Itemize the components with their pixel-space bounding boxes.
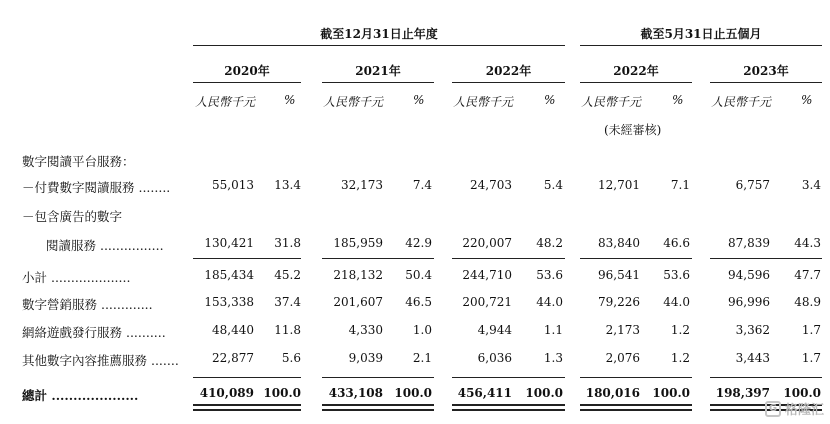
- total-cell: 456,411: [457, 386, 512, 400]
- value-cell: 1.0: [412, 323, 432, 337]
- year-rule: [322, 82, 434, 83]
- value-cell: 46.6: [663, 236, 690, 250]
- value-cell: 1.2: [670, 351, 690, 365]
- row-label: 小計 ....................: [22, 270, 131, 285]
- value-cell: 218,132: [333, 268, 383, 282]
- value-cell: 2.1: [412, 351, 432, 365]
- value-cell: 79,226: [598, 295, 640, 309]
- value-cell: 13.4: [274, 178, 301, 192]
- total-rule-top: [193, 377, 301, 378]
- period-rule-fy: [193, 45, 565, 46]
- value-cell: 3.4: [801, 178, 821, 192]
- total-rule-top: [580, 377, 692, 378]
- unit-rmb: 人民幣千元: [195, 95, 256, 109]
- period-header-fp: 截至5月31日止五個月: [640, 27, 762, 41]
- unit-pct: %: [544, 93, 556, 107]
- value-cell: 3,362: [735, 323, 770, 337]
- value-cell: 48.2: [536, 236, 563, 250]
- year-header: 2022年: [613, 64, 659, 78]
- subtotal-rule: [710, 258, 822, 259]
- value-cell: 4,330: [348, 323, 383, 337]
- subtotal-rule: [452, 258, 565, 259]
- unaudited-note: (未經審核): [604, 123, 662, 137]
- value-cell: 2,173: [605, 323, 640, 337]
- unit-pct: %: [672, 93, 684, 107]
- value-cell: 22,877: [212, 351, 254, 365]
- value-cell: 94,596: [728, 268, 770, 282]
- value-cell: 45.2: [274, 268, 301, 282]
- value-cell: 1.2: [670, 323, 690, 337]
- value-cell: 87,839: [728, 236, 770, 250]
- value-cell: 96,996: [728, 295, 770, 309]
- subtotal-rule: [580, 258, 692, 259]
- value-cell: 185,959: [333, 236, 383, 250]
- year-rule: [580, 82, 692, 83]
- value-cell: 44.3: [794, 236, 821, 250]
- unit-pct: %: [413, 93, 425, 107]
- value-cell: 1.7: [801, 351, 821, 365]
- total-cell: 198,397: [715, 386, 770, 400]
- value-cell: 83,840: [598, 236, 640, 250]
- value-cell: 7.1: [670, 178, 690, 192]
- value-cell: 201,607: [333, 295, 383, 309]
- value-cell: 153,338: [204, 295, 254, 309]
- section-label: 數字閱讀平台服務：: [22, 154, 135, 169]
- total-cell: 100.0: [525, 386, 563, 400]
- value-cell: 6,036: [477, 351, 512, 365]
- value-cell: 55,013: [212, 178, 254, 192]
- total-double-rule: [452, 404, 565, 406]
- unit-pct: %: [284, 93, 296, 107]
- value-cell: 7.4: [412, 178, 432, 192]
- value-cell: 11.8: [274, 323, 301, 337]
- total-cell: 100.0: [652, 386, 690, 400]
- value-cell: 46.5: [405, 295, 432, 309]
- unit-rmb: 人民幣千元: [323, 95, 384, 109]
- total-double-rule: [322, 409, 434, 411]
- total-cell: 410,089: [199, 386, 254, 400]
- year-header: 2023年: [743, 64, 789, 78]
- row-label: 網絡遊戲發行服務 ..........: [22, 325, 166, 340]
- value-cell: 44.0: [536, 295, 563, 309]
- value-cell: 1.1: [543, 323, 563, 337]
- value-cell: 44.0: [663, 295, 690, 309]
- total-double-rule: [322, 404, 434, 406]
- value-cell: 130,421: [204, 236, 254, 250]
- row-label: －付費數字閱讀服務 ........: [22, 180, 171, 195]
- row-label: 閱讀服務 ................: [46, 238, 164, 253]
- value-cell: 5.6: [281, 351, 301, 365]
- total-double-rule: [580, 404, 692, 406]
- value-cell: 50.4: [405, 268, 432, 282]
- value-cell: 47.7: [794, 268, 821, 282]
- total-cell: 433,108: [328, 386, 383, 400]
- subtotal-rule: [193, 258, 301, 259]
- year-rule: [193, 82, 301, 83]
- unit-rmb: 人民幣千元: [581, 95, 642, 109]
- row-label: －包含廣告的數字: [22, 209, 123, 224]
- logo-icon: G: [765, 401, 781, 417]
- value-cell: 1.7: [801, 323, 821, 337]
- value-cell: 48.9: [794, 295, 821, 309]
- value-cell: 2,076: [605, 351, 640, 365]
- value-cell: 3,443: [735, 351, 770, 365]
- value-cell: 5.4: [543, 178, 563, 192]
- value-cell: 6,757: [735, 178, 770, 192]
- watermark-text: 格隆汇: [784, 403, 824, 418]
- value-cell: 1.3: [543, 351, 563, 365]
- total-double-rule: [193, 409, 301, 411]
- unit-pct: %: [801, 93, 813, 107]
- row-label: 數字營銷服務 .............: [22, 297, 153, 312]
- value-cell: 42.9: [405, 236, 432, 250]
- total-double-rule: [452, 409, 565, 411]
- value-cell: 48,440: [212, 323, 254, 337]
- value-cell: 24,703: [470, 178, 512, 192]
- watermark: [765, 399, 824, 418]
- value-cell: 220,007: [462, 236, 512, 250]
- total-cell: 100.0: [394, 386, 432, 400]
- year-header: 2021年: [355, 64, 401, 78]
- year-header: 2020年: [224, 64, 270, 78]
- total-rule-top: [710, 377, 822, 378]
- unit-rmb: 人民幣千元: [453, 95, 514, 109]
- value-cell: 32,173: [341, 178, 383, 192]
- total-cell: 100.0: [263, 386, 301, 400]
- value-cell: 185,434: [204, 268, 254, 282]
- value-cell: 244,710: [462, 268, 512, 282]
- total-double-rule: [580, 409, 692, 411]
- unit-rmb: 人民幣千元: [711, 95, 772, 109]
- total-rule-top: [452, 377, 565, 378]
- value-cell: 53.6: [536, 268, 563, 282]
- value-cell: 53.6: [663, 268, 690, 282]
- total-rule-top: [322, 377, 434, 378]
- period-header-fy: 截至12月31日止年度: [320, 27, 438, 41]
- total-cell: 100.0: [783, 386, 821, 400]
- total-double-rule: [193, 404, 301, 406]
- year-header: 2022年: [485, 64, 532, 78]
- year-rule: [452, 82, 565, 83]
- period-rule-fp: [580, 45, 822, 46]
- value-cell: 12,701: [598, 178, 640, 192]
- value-cell: 200,721: [462, 295, 512, 309]
- subtotal-rule: [322, 258, 434, 259]
- row-label: 其他數字內容推薦服務 .......: [22, 353, 179, 368]
- value-cell: 4,944: [477, 323, 512, 337]
- total-cell: 180,016: [585, 386, 640, 400]
- value-cell: 9,039: [348, 351, 383, 365]
- value-cell: 37.4: [274, 295, 301, 309]
- value-cell: 31.8: [274, 236, 301, 250]
- value-cell: 96,541: [598, 268, 640, 282]
- row-label-total: 總計 ....................: [22, 388, 139, 403]
- year-rule: [710, 82, 822, 83]
